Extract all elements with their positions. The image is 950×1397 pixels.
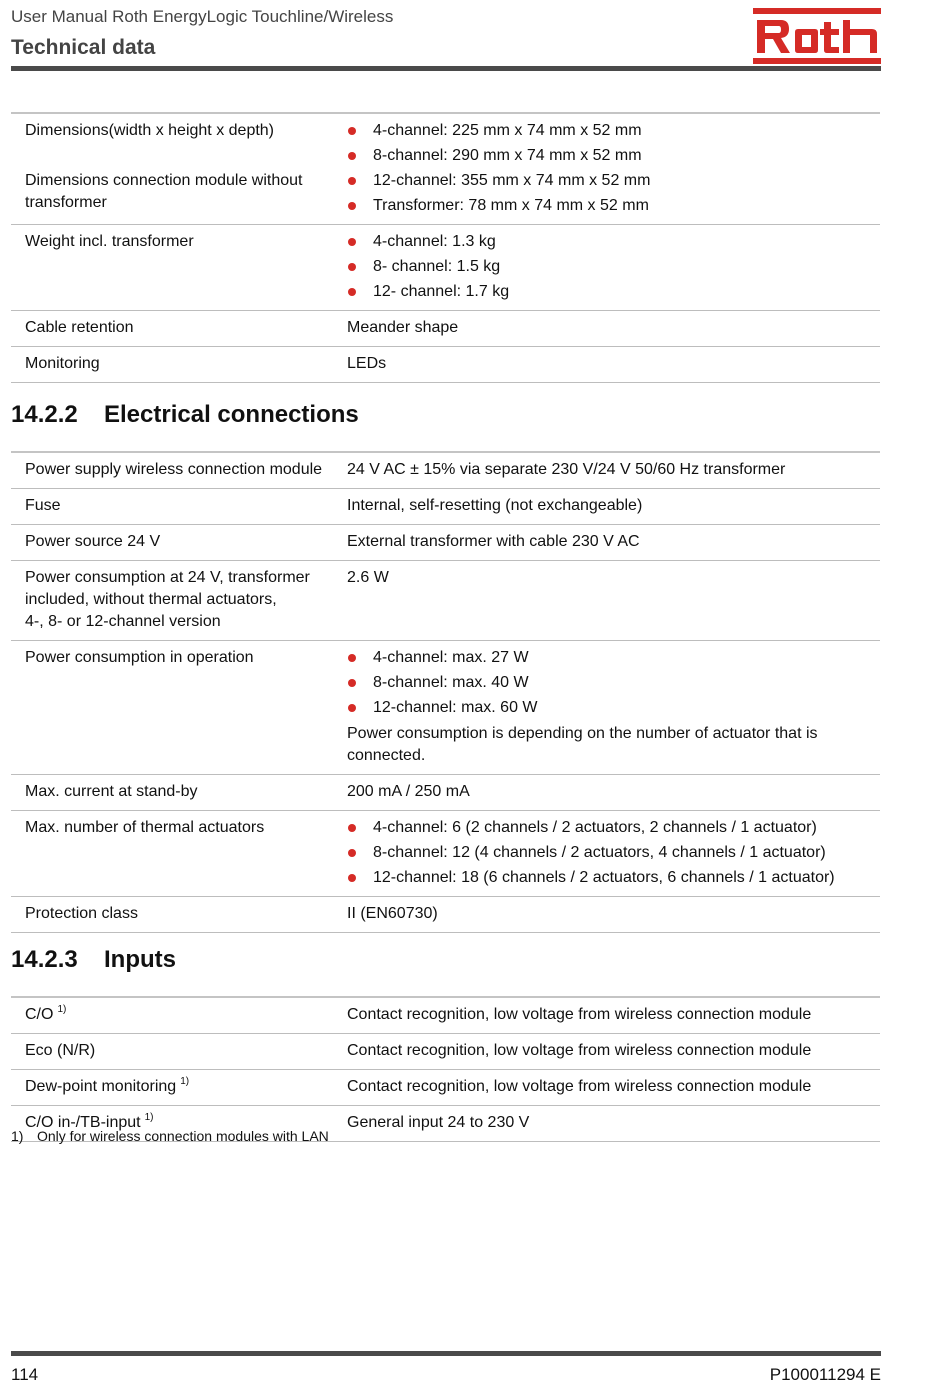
section-number: 14.2.3 xyxy=(11,946,78,973)
row-label: Fuse xyxy=(11,489,347,525)
row-value: 200 mA / 250 mA xyxy=(347,775,880,811)
table-row xyxy=(11,641,880,775)
row-value: Internal, self-resetting (not exchangeable) xyxy=(347,489,880,525)
row-label: Max. current at stand-by xyxy=(11,775,347,811)
row-value: 2.6 W xyxy=(347,561,880,641)
row-label: Power source 24 V xyxy=(11,525,347,561)
row-label: 4-, 8- or 12-channel version xyxy=(25,613,221,630)
row-value: 24 V AC ± 15% via separate 230 V/24 V 50/60 Hz transformer xyxy=(347,452,880,489)
footnote-marker: 1) xyxy=(11,1128,24,1144)
row-value: Contact recognition, low voltage from wireless connection module xyxy=(347,1070,880,1106)
table-row xyxy=(11,775,880,811)
list-item: 8-channel: 290 mm x 74 mm x 52 mm xyxy=(347,145,872,167)
section-title: Inputs xyxy=(104,946,176,973)
row-label: C/O in-/TB-input xyxy=(25,1114,141,1131)
manual-title: User Manual Roth EnergyLogic Touchline/Wireless xyxy=(11,7,394,26)
table-row xyxy=(11,311,880,347)
list-item: 8- channel: 1.5 kg xyxy=(347,256,872,278)
row-value: External transformer with cable 230 V AC xyxy=(347,525,880,561)
bullet-list xyxy=(347,647,872,719)
row-label: Weight incl. transformer xyxy=(11,225,347,311)
chapter-title: Technical data xyxy=(11,36,156,59)
section-number: 14.2.2 xyxy=(11,401,78,428)
footnote-ref: 1) xyxy=(144,1112,154,1123)
row-label: Cable retention xyxy=(11,311,347,347)
list-item: 4-channel: 6 (2 channels / 2 actuators, 2 channels / 1 actuator) xyxy=(347,817,872,839)
list-item: Transformer: 78 mm x 74 mm x 52 mm xyxy=(347,195,872,217)
table-row xyxy=(11,225,880,311)
page-number: 114 xyxy=(11,1365,39,1384)
list-item: 12- channel: 1.7 kg xyxy=(347,281,872,303)
row-label: Monitoring xyxy=(11,347,347,383)
row-value: Contact recognition, low voltage from wireless connection module xyxy=(347,997,880,1034)
row-label: Power consumption at 24 V, transformer included, without thermal actuators, xyxy=(25,569,310,608)
list-item: 12-channel: 355 mm x 74 mm x 52 mm xyxy=(347,170,872,192)
bullet-list xyxy=(347,817,872,889)
roth-logo xyxy=(753,8,881,64)
row-value: Contact recognition, low voltage from wireless connection module xyxy=(347,1034,880,1070)
table-row xyxy=(11,113,880,225)
bullet-list xyxy=(347,231,872,303)
section-heading-inputs xyxy=(11,946,176,974)
row-label: Max. number of thermal actuators xyxy=(11,811,347,897)
inputs-table xyxy=(11,996,880,1142)
table-row xyxy=(11,897,880,933)
section-heading-electrical xyxy=(11,401,359,429)
row-label: Protection class xyxy=(11,897,347,933)
row-value: II (EN60730) xyxy=(347,897,880,933)
list-item: 8-channel: 12 (4 channels / 2 actuators, 4 channels / 1 actuator) xyxy=(347,842,872,864)
footnote-text: Only for wireless connection modules with LAN xyxy=(37,1128,329,1144)
footnote-ref: 1) xyxy=(180,1076,190,1087)
list-item: 12-channel: max. 60 W xyxy=(347,697,872,719)
list-item: 4-channel: 225 mm x 74 mm x 52 mm xyxy=(347,120,872,142)
bullet-list xyxy=(347,120,872,217)
footer-divider xyxy=(11,1351,881,1356)
table-row xyxy=(11,1034,880,1070)
row-label: Dimensions connection module without transformer xyxy=(25,172,303,211)
table-row xyxy=(11,561,880,641)
table-row xyxy=(11,347,880,383)
list-item: 12-channel: 18 (6 channels / 2 actuators, 6 channels / 1 actuator) xyxy=(347,867,872,889)
row-label: Power supply wireless connection module xyxy=(11,452,347,489)
header-divider xyxy=(11,66,881,71)
row-label: C/O xyxy=(25,1006,54,1023)
table-row xyxy=(11,489,880,525)
table-row xyxy=(11,811,880,897)
list-item: 4-channel: 1.3 kg xyxy=(347,231,872,253)
row-value: General input 24 to 230 V xyxy=(347,1106,880,1142)
row-value: Meander shape xyxy=(347,311,880,347)
footnote xyxy=(11,1128,329,1144)
section-title: Electrical connections xyxy=(104,401,359,428)
dimensions-table xyxy=(11,112,880,383)
table-row xyxy=(11,1070,880,1106)
document-number: P100011294 E xyxy=(769,1365,881,1384)
row-value: LEDs xyxy=(347,347,880,383)
table-row xyxy=(11,452,880,489)
row-label: Power consumption in operation xyxy=(11,641,347,775)
electrical-table xyxy=(11,451,880,933)
footnote-ref: 1) xyxy=(57,1004,67,1015)
row-note: Power consumption is depending on the number of actuator that is connected. xyxy=(347,725,818,764)
table-row xyxy=(11,525,880,561)
table-row xyxy=(11,997,880,1034)
list-item: 4-channel: max. 27 W xyxy=(347,647,872,669)
row-label: Dew-point monitoring xyxy=(25,1078,177,1095)
row-label: Eco (N/R) xyxy=(11,1034,347,1070)
page-header xyxy=(11,0,881,74)
row-label: Dimensions(width x height x depth) xyxy=(25,122,275,139)
list-item: 8-channel: max. 40 W xyxy=(347,672,872,694)
